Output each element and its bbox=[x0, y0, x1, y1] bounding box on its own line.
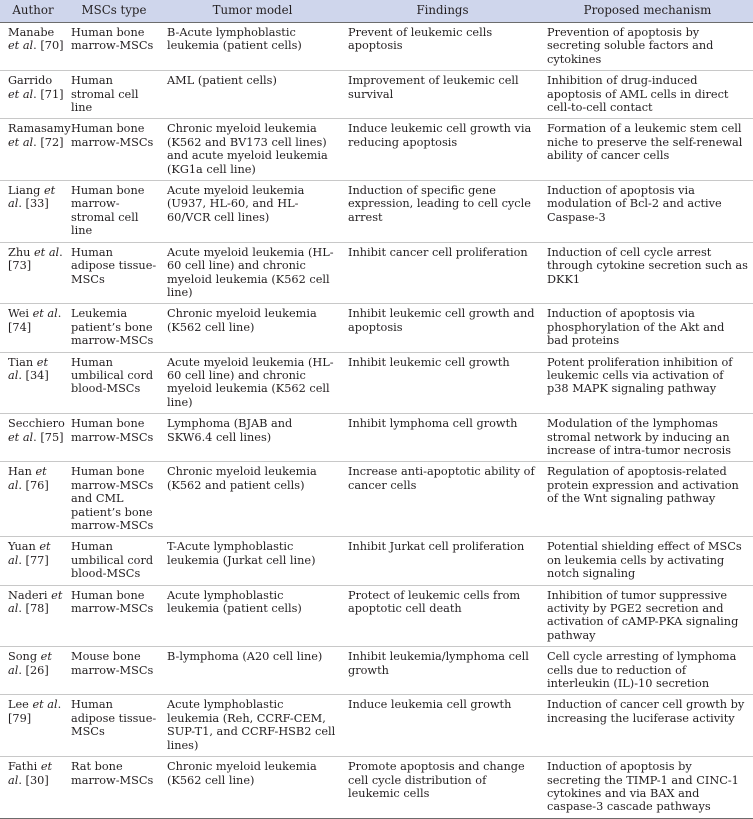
tumor-model-cell: Chronic myeloid leukemia (K562 cell line) bbox=[162, 757, 343, 819]
tumor-model-cell: Chronic myeloid leukemia (K562 and patient cells) bbox=[162, 462, 343, 537]
et-al: et al bbox=[8, 465, 47, 492]
author-cell: Secchiero et al. [75] bbox=[0, 414, 66, 462]
table-row bbox=[0, 462, 753, 537]
author-cell: Fathi et al. [30] bbox=[0, 757, 66, 819]
mechanism-cell: Induction of cancer cell growth by increasing the luciferase activity bbox=[542, 695, 753, 757]
table-row bbox=[0, 757, 753, 819]
msc-type-cell: Human adipose tissue-MSCs bbox=[66, 242, 162, 304]
author-name: Garrido bbox=[8, 74, 53, 88]
author-cell: Tian et al. [34] bbox=[0, 352, 66, 414]
msc-type-cell: Human bone marrow-MSCs and CML patient’s bone marrow-MSCs bbox=[66, 462, 162, 537]
findings-cell: Inhibit leukemia/lymphoma cell growth bbox=[343, 647, 542, 695]
msc-type-cell: Human bone marrow-MSCs bbox=[66, 23, 162, 71]
msc-type-cell: Human bone marrow-MSCs bbox=[66, 585, 162, 647]
et-al: et al bbox=[34, 245, 60, 259]
table-row bbox=[0, 71, 753, 119]
et-al: et al bbox=[32, 307, 58, 321]
findings-cell: Promote apoptosis and change cell cycle distribution of leukemic cells bbox=[343, 757, 542, 819]
author-name: Liang bbox=[8, 184, 41, 198]
table-row bbox=[0, 181, 753, 243]
findings-cell: Increase anti-apoptotic ability of cancer cells bbox=[343, 462, 542, 537]
author-name: Fathi bbox=[8, 760, 38, 774]
mechanism-cell: Induction of apoptosis by secreting the TIMP-1 and CINC-1 cytokines and via BAX and caspase-3 cascade pathways bbox=[542, 757, 753, 819]
author-name: Naderi bbox=[8, 588, 48, 602]
reference-number: [71] bbox=[40, 87, 64, 101]
et-al: et al bbox=[8, 588, 63, 616]
msc-type-cell: Human umbilical cord blood-MSCs bbox=[66, 537, 162, 585]
reference-number: [74] bbox=[8, 320, 32, 334]
tumor-model-cell: Acute lymphoblastic leukemia (Reh, CCRF-CEM, SUP-T1, and CCRF-HSB2 cell lines) bbox=[162, 695, 343, 757]
table-row bbox=[0, 414, 753, 462]
tumor-model-cell: Chronic myeloid leukemia (K562 cell line) bbox=[162, 304, 343, 352]
msc-type-cell: Leukemia patient’s bone marrow-MSCs bbox=[66, 304, 162, 352]
header-findings: Findings bbox=[343, 0, 542, 23]
tumor-model-cell: Acute myeloid leukemia (HL-60 cell line) and chronic myeloid leukemia (K562 cell line) bbox=[162, 352, 343, 414]
author-name: Song bbox=[8, 650, 38, 664]
author-cell: Yuan et al. [77] bbox=[0, 537, 66, 585]
author-cell: Garrido et al. [71] bbox=[0, 71, 66, 119]
mechanism-cell: Formation of a leukemic stem cell niche to preserve the self-renewal ability of cancer cells bbox=[542, 119, 753, 181]
mechanism-cell: Potent proliferation inhibition of leukemic cells via activation of p38 MAPK signaling pathway bbox=[542, 352, 753, 414]
mechanism-cell: Inhibition of tumor suppressive activity by PGE2 secretion and activation of cAMP-PKA signaling pathway bbox=[542, 585, 753, 647]
table-row bbox=[0, 537, 753, 585]
reference-number: [26] bbox=[25, 663, 49, 677]
findings-cell: Induction of specific gene expression, leading to cell cycle arrest bbox=[343, 181, 542, 243]
findings-cell: Prevent of leukemic cells apoptosis bbox=[343, 23, 542, 71]
author-cell: Lee et al. [79] bbox=[0, 695, 66, 757]
header-tumor-model: Tumor model bbox=[162, 0, 343, 23]
et-al: et al bbox=[8, 760, 53, 787]
msc-type-cell: Human bone marrow-MSCs bbox=[66, 414, 162, 462]
author-name: Manabe bbox=[8, 26, 55, 39]
msc-type-cell: Human adipose tissue-MSCs bbox=[66, 695, 162, 757]
reference-number: [79] bbox=[8, 711, 32, 725]
msc-type-cell: Human bone marrow-stromal cell line bbox=[66, 181, 162, 243]
author-name: Tian bbox=[8, 355, 34, 369]
tumor-model-cell: AML (patient cells) bbox=[162, 71, 343, 119]
findings-cell: Inhibit cancer cell proliferation bbox=[343, 242, 542, 304]
author-cell: Han et al. [76] bbox=[0, 462, 66, 537]
reference-number: [73] bbox=[8, 259, 32, 273]
mechanism-cell: Cell cycle arresting of lymphoma cells due to reduction of interleukin (IL)-10 secretion bbox=[542, 647, 753, 695]
author-name: Wei bbox=[8, 307, 29, 321]
et-al: et al bbox=[8, 650, 52, 677]
findings-cell: Induce leukemic cell growth via reducing apoptosis bbox=[343, 119, 542, 181]
reference-number: [70] bbox=[40, 39, 64, 53]
mechanism-cell: Modulation of the lymphomas stromal network by inducing an increase of intra-tumor necrosis bbox=[542, 414, 753, 462]
author-name: Lee bbox=[8, 698, 29, 712]
reference-number: [77] bbox=[25, 553, 49, 567]
mechanism-cell: Prevention of apoptosis by secreting soluble factors and cytokines bbox=[542, 23, 753, 71]
reference-number: [34] bbox=[25, 368, 49, 382]
findings-cell: Induce leukemia cell growth bbox=[343, 695, 542, 757]
et-al: et al bbox=[8, 355, 48, 382]
table-row bbox=[0, 352, 753, 414]
author-cell: Ramasamy et al. [72] bbox=[0, 119, 66, 181]
et-al: et al bbox=[8, 184, 56, 211]
author-name: Han bbox=[8, 465, 32, 479]
msc-type-cell: Rat bone marrow-MSCs bbox=[66, 757, 162, 819]
msc-type-cell: Human umbilical cord blood-MSCs bbox=[66, 352, 162, 414]
findings-cell: Inhibit leukemic cell growth and apoptosis bbox=[343, 304, 542, 352]
author-cell: Zhu et al. [73] bbox=[0, 242, 66, 304]
table-row bbox=[0, 242, 753, 304]
tumor-model-cell: Acute myeloid leukemia (HL-60 cell line) and chronic myeloid leukemia (K562 cell line) bbox=[162, 242, 343, 304]
tumor-model-cell: Acute myeloid leukemia (U937, HL-60, and HL-60/VCR cell lines) bbox=[162, 181, 343, 243]
mechanism-cell: Inhibition of drug-induced apoptosis of AML cells in direct cell-to-cell contact bbox=[542, 71, 753, 119]
findings-cell: Protect of leukemic cells from apoptotic cell death bbox=[343, 585, 542, 647]
tumor-model-cell: T-Acute lymphoblastic leukemia (Jurkat cell line) bbox=[162, 537, 343, 585]
table-row bbox=[0, 304, 753, 352]
author-name: Yuan bbox=[8, 540, 36, 554]
et-al: et al bbox=[32, 698, 58, 712]
author-name: Secchiero bbox=[8, 417, 65, 431]
header-msc-type: MSCs type bbox=[66, 0, 162, 23]
mechanism-cell: Induction of cell cycle arrest through cytokine secretion such as DKK1 bbox=[542, 242, 753, 304]
author-name: Ramasamy bbox=[8, 122, 71, 136]
tumor-model-cell: Chronic myeloid leukemia (K562 and BV173 cell lines) and acute myeloid leukemia (KG1a cell line) bbox=[162, 119, 343, 181]
reference-number: [78] bbox=[25, 602, 49, 616]
table-row bbox=[0, 119, 753, 181]
author-cell: Song et al. [26] bbox=[0, 647, 66, 695]
et-al: et al bbox=[8, 87, 34, 101]
msc-type-cell: Mouse bone marrow-MSCs bbox=[66, 647, 162, 695]
tumor-model-cell: Acute lymphoblastic leukemia (patient cells) bbox=[162, 585, 343, 647]
table-row bbox=[0, 23, 753, 71]
et-al: et al bbox=[8, 430, 34, 444]
findings-cell: Inhibit lymphoma cell growth bbox=[343, 414, 542, 462]
header-author: Author bbox=[0, 0, 66, 23]
mechanism-cell: Potential shielding effect of MSCs on leukemia cells by activating notch signaling bbox=[542, 537, 753, 585]
tumor-model-cell: Lymphoma (BJAB and SKW6.4 cell lines) bbox=[162, 414, 343, 462]
reference-number: [33] bbox=[25, 197, 49, 211]
findings-cell: Improvement of leukemic cell survival bbox=[343, 71, 542, 119]
msc-type-cell: Human stromal cell line bbox=[66, 71, 162, 119]
reference-number: [30] bbox=[25, 773, 49, 787]
et-al: et al bbox=[8, 39, 34, 53]
findings-cell: Inhibit leukemic cell growth bbox=[343, 352, 542, 414]
author-name: Zhu bbox=[8, 245, 31, 259]
reference-number: [75] bbox=[40, 430, 64, 444]
reference-number: [76] bbox=[25, 478, 49, 492]
reference-number: [72] bbox=[40, 135, 64, 149]
author-cell: Naderi et al. [78] bbox=[0, 585, 66, 647]
author-cell: Wei et al. [74] bbox=[0, 304, 66, 352]
table-row bbox=[0, 695, 753, 757]
table-row bbox=[0, 647, 753, 695]
et-al: et al bbox=[8, 540, 51, 567]
et-al: et al bbox=[8, 135, 34, 149]
tumor-model-cell: B-lymphoma (A20 cell line) bbox=[162, 647, 343, 695]
mechanism-cell: Induction of apoptosis via phosphorylation of the Akt and bad proteins bbox=[542, 304, 753, 352]
header-mechanism: Proposed mechanism bbox=[542, 0, 753, 23]
mechanism-cell: Induction of apoptosis via modulation of Bcl-2 and active Caspase-3 bbox=[542, 181, 753, 243]
table-row bbox=[0, 585, 753, 647]
mechanism-cell: Regulation of apoptosis-related protein expression and activation of the Wnt signaling pathway bbox=[542, 462, 753, 537]
author-cell: Liang et al. [33] bbox=[0, 181, 66, 243]
author-cell: Manabe et al. [70] bbox=[0, 23, 66, 71]
msc-type-cell: Human bone marrow-MSCs bbox=[66, 119, 162, 181]
tumor-model-cell: B-Acute lymphoblastic leukemia (patient cells) bbox=[162, 23, 343, 71]
findings-cell: Inhibit Jurkat cell proliferation bbox=[343, 537, 542, 585]
header-row bbox=[0, 0, 753, 23]
